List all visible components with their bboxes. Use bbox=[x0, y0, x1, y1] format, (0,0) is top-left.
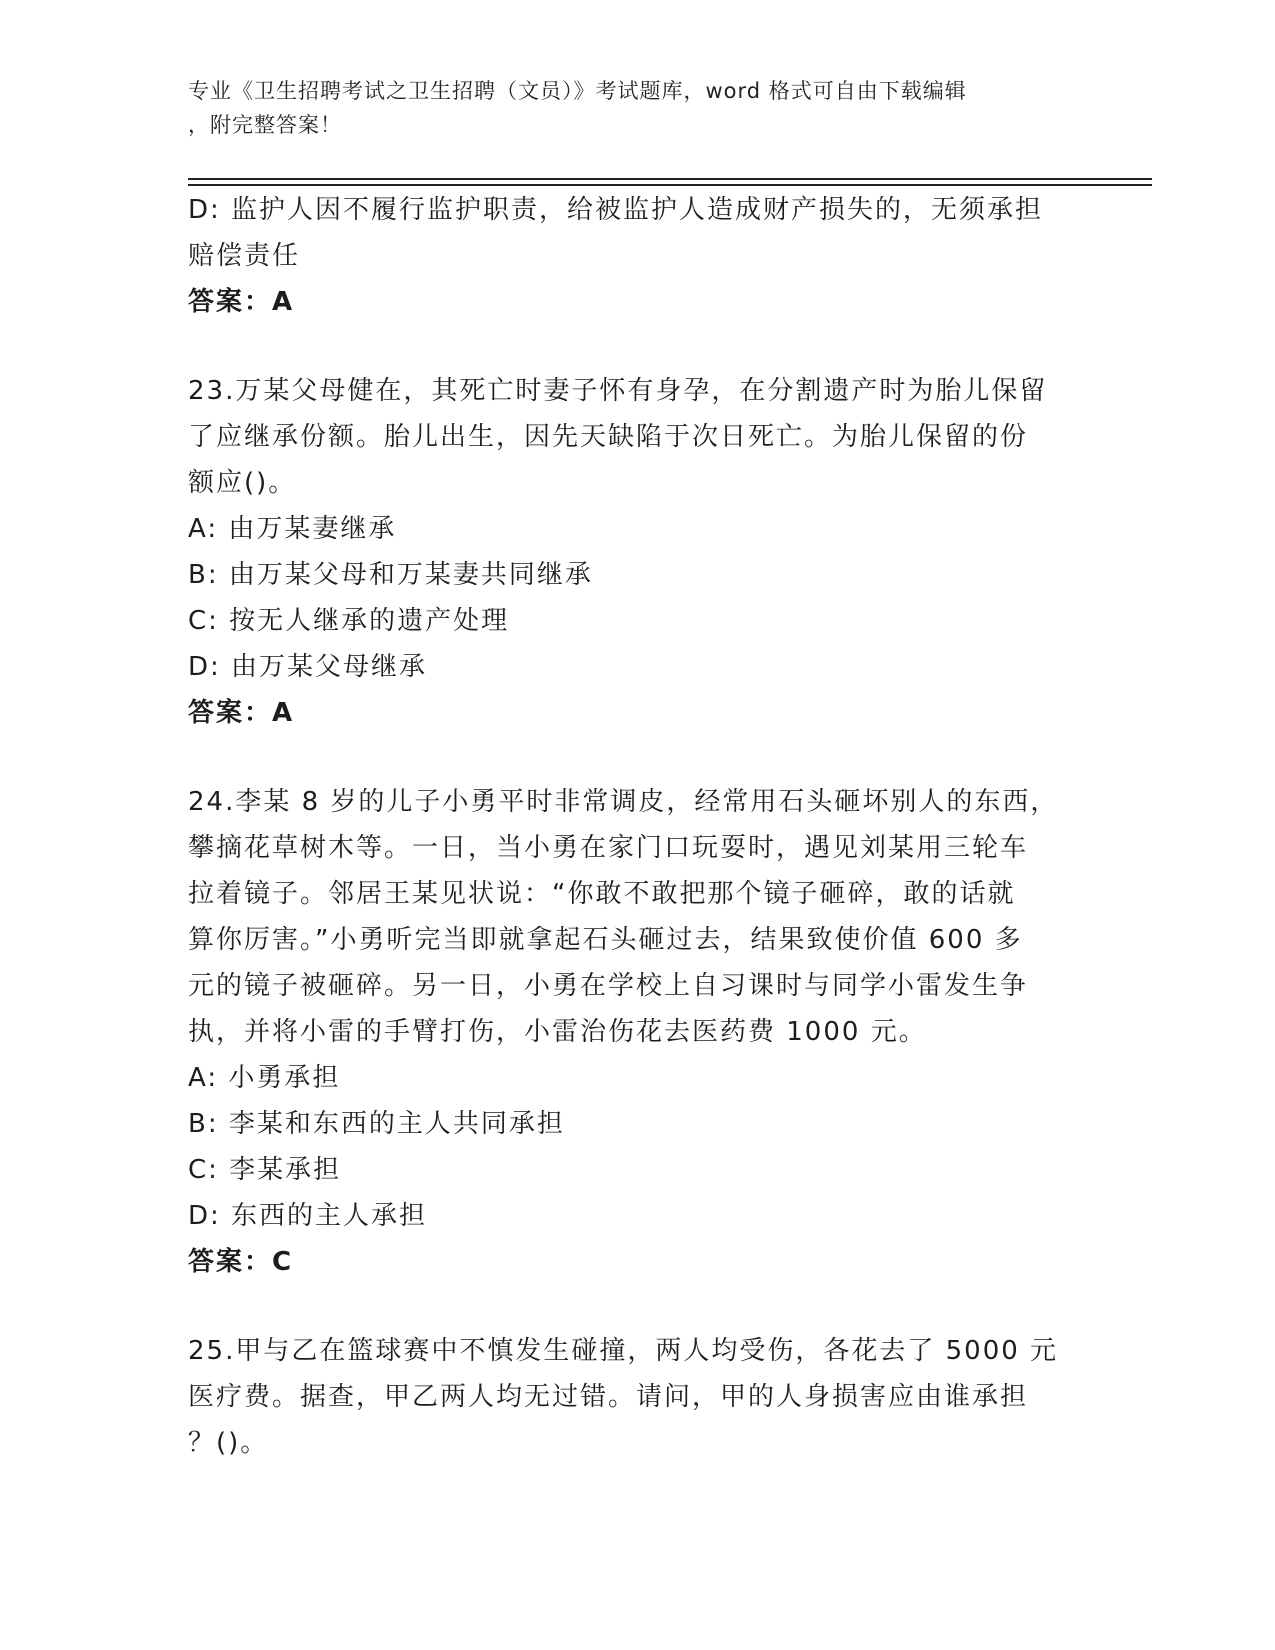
option-b: B: 李某和东西的主人共同承担 bbox=[188, 1109, 565, 1139]
spacer bbox=[188, 736, 1088, 779]
answer-line: 答案：C bbox=[188, 1247, 294, 1277]
spacer bbox=[188, 325, 1088, 368]
answer-line: 答案：A bbox=[188, 287, 295, 317]
question-25 bbox=[188, 1328, 1088, 1466]
spacer bbox=[188, 1285, 1088, 1328]
option-d: D: 由万某父母继承 bbox=[188, 652, 428, 682]
header-divider-top bbox=[188, 178, 1152, 180]
question-stem-line: 24.李某 8 岁的儿子小勇平时非常调皮，经常用石头砸坏别人的东西， bbox=[188, 787, 1059, 817]
question-stem-line: ？()。 bbox=[188, 1428, 269, 1458]
question-stem-line: 25.甲与乙在篮球赛中不慎发生碰撞，两人均受伤，各花去了 5000 元 bbox=[188, 1336, 1059, 1366]
document-body bbox=[188, 187, 1088, 1466]
option-b: B: 由万某父母和万某妻共同继承 bbox=[188, 560, 593, 590]
header-line-2: ，附完整答案！ bbox=[188, 113, 342, 137]
header-divider-bottom bbox=[188, 184, 1152, 186]
question-stem-line: 23.万某父母健在，其死亡时妻子怀有身孕，在分割遗产时为胎儿保留 bbox=[188, 376, 1048, 406]
question-stem-line: 算你厉害。”小勇听完当即就拿起石头砸过去，结果致使价值 600 多 bbox=[188, 925, 1023, 955]
question-stem-line: 额应()。 bbox=[188, 468, 297, 498]
option-a: A: 由万某妻继承 bbox=[188, 514, 397, 544]
question-stem-line: 元的镜子被砸碎。另一日，小勇在学校上自习课时与同学小雷发生争 bbox=[188, 971, 1029, 1001]
option-c: C: 李某承担 bbox=[188, 1155, 342, 1185]
option-d-line-2: 赔偿责任 bbox=[188, 241, 301, 271]
option-a: A: 小勇承担 bbox=[188, 1063, 341, 1093]
option-d-line-1: D: 监护人因不履行监护职责，给被监护人造成财产损失的，无须承担 bbox=[188, 195, 1044, 225]
question-stem-line: 医疗费。据查，甲乙两人均无过错。请问，甲的人身损害应由谁承担 bbox=[188, 1382, 1029, 1412]
question-stem-line: 拉着镜子。邻居王某见状说：“你敢不敢把那个镜子砸碎，敢的话就 bbox=[188, 879, 1016, 909]
question-stem-line: 了应继承份额。胎儿出生，因先天缺陷于次日死亡。为胎儿保留的份 bbox=[188, 422, 1029, 452]
header-line-1: 专业《卫生招聘考试之卫生招聘（文员）》考试题库，word 格式可自由下载编辑 bbox=[188, 79, 967, 103]
option-c: C: 按无人继承的遗产处理 bbox=[188, 606, 510, 636]
previous-question-tail bbox=[188, 187, 1088, 325]
question-stem-line: 执，并将小雷的手臂打伤，小雷治伤花去医药费 1000 元。 bbox=[188, 1017, 927, 1047]
question-23 bbox=[188, 368, 1088, 736]
document-header bbox=[188, 74, 1088, 142]
option-d: D: 东西的主人承担 bbox=[188, 1201, 428, 1231]
question-stem-line: 攀摘花草树木等。一日，当小勇在家门口玩耍时，遇见刘某用三轮车 bbox=[188, 833, 1029, 863]
question-24 bbox=[188, 779, 1088, 1285]
answer-line: 答案：A bbox=[188, 698, 295, 728]
